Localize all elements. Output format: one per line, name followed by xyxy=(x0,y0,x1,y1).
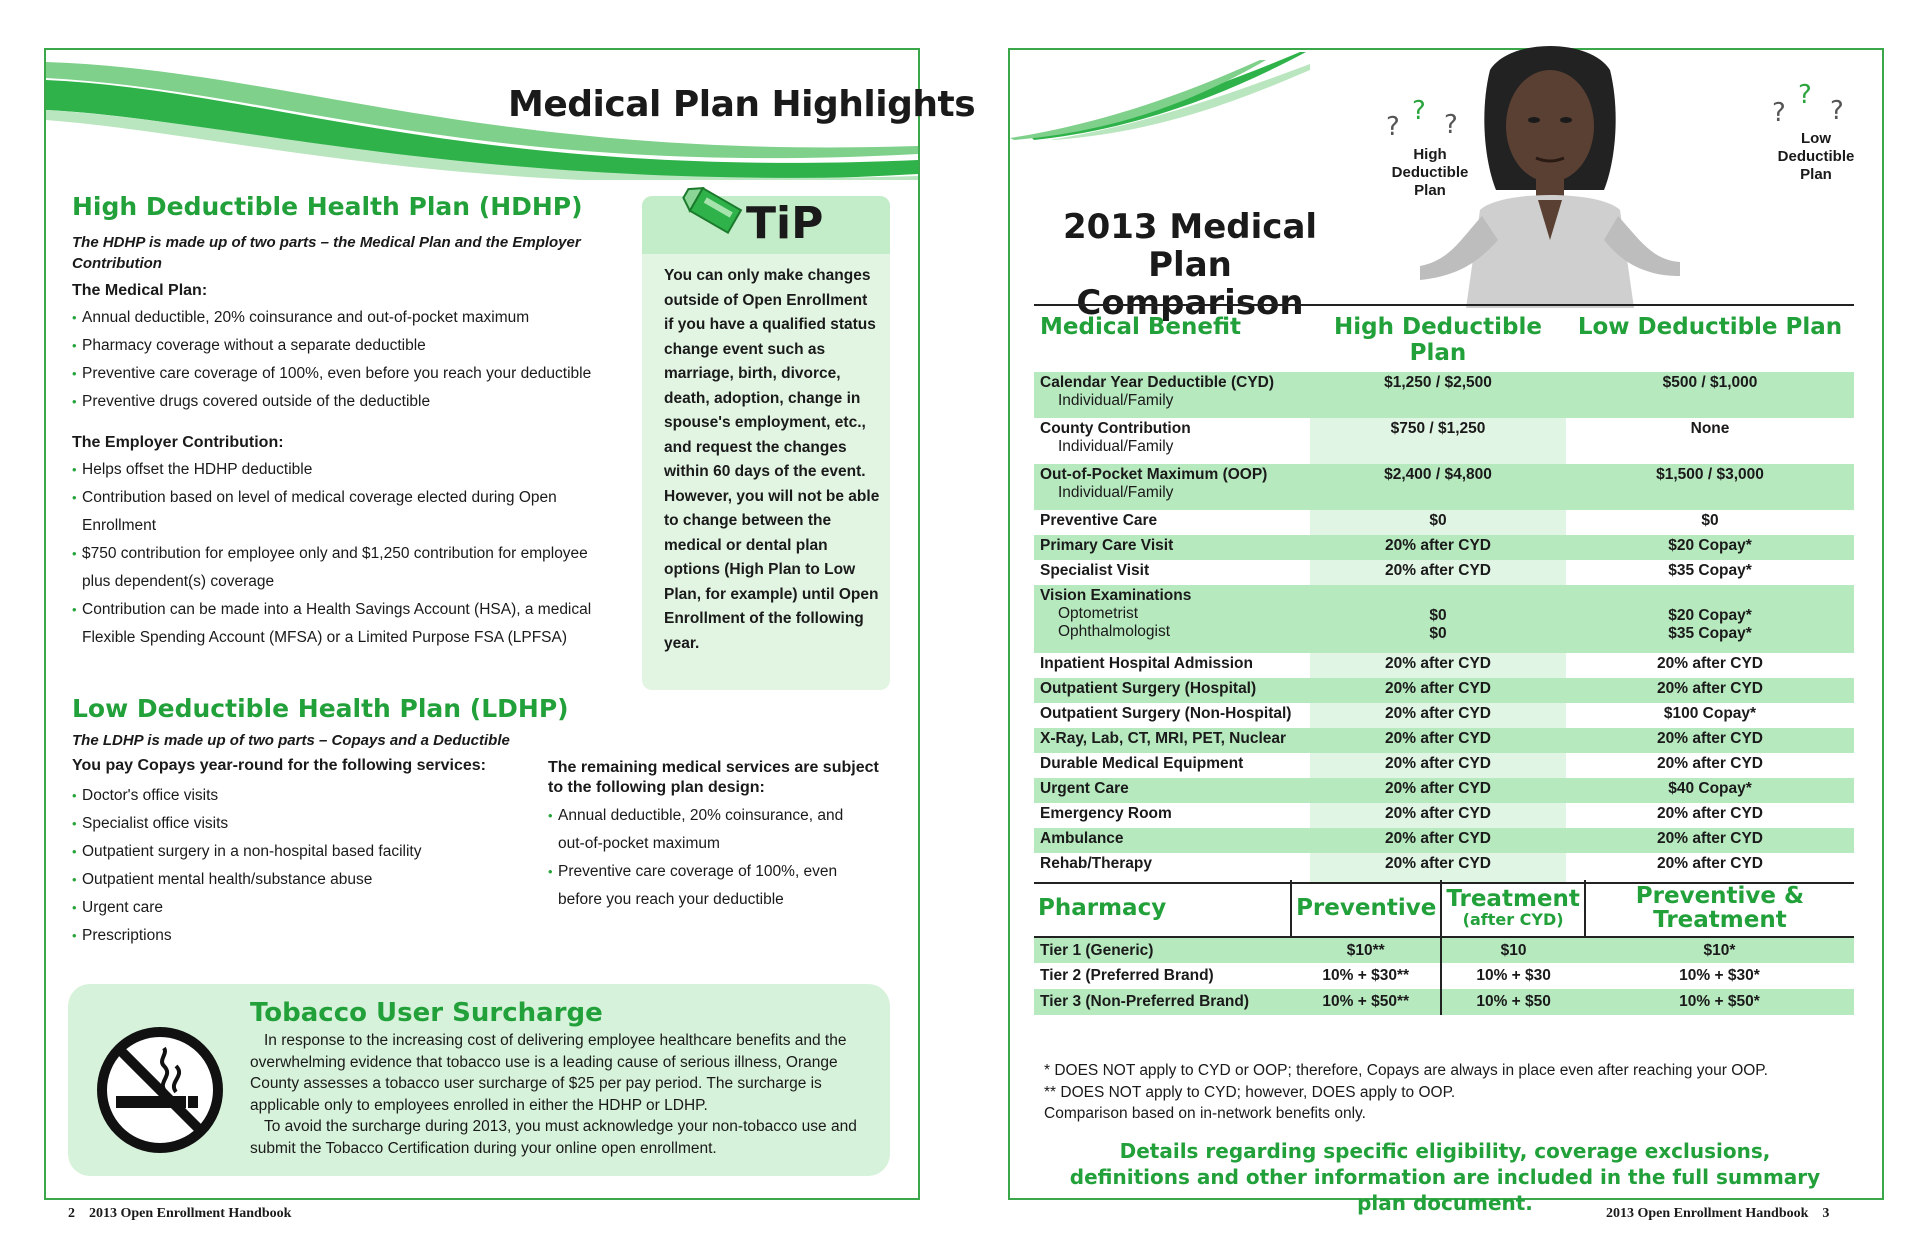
ldhp-heading: Low Deductible Health Plan (LDHP) xyxy=(72,694,569,723)
question-mark: ? xyxy=(1798,80,1812,110)
table-row: Outpatient Surgery (Non-Hospital) 20% after CYD $100 Copay* xyxy=(1034,703,1854,728)
employer-contribution-label: The Employer Contribution: xyxy=(72,434,284,451)
column-header: Low Deductible Plan xyxy=(1566,305,1854,372)
list-item: • Helps offset the HDHP deductible xyxy=(72,456,612,484)
table-row: Out-of-Pocket Maximum (OOP) Individual/Family $2,400 / $4,800 $1,500 / $3,000 xyxy=(1034,464,1854,510)
left-footer xyxy=(68,1206,291,1222)
list-item: • Contribution based on level of medical coverage elected during Open Enrollment xyxy=(72,484,612,540)
table-row: Calendar Year Deductible (CYD) Individual/Family $1,250 / $2,500 $500 / $1,000 xyxy=(1034,372,1854,418)
medical-comparison-table xyxy=(1034,304,1854,884)
footer-title: 2013 Open Enrollment Handbook xyxy=(1606,1206,1809,1221)
list-item: • Annual deductible, 20% coinsurance and out-of-pocket maximum xyxy=(72,304,632,332)
question-mark: ? xyxy=(1772,98,1786,128)
tobacco-paragraph: In response to the increasing cost of delivering employee healthcare benefits and the overwhelming evidence that tobacco use is a leading cause of serious illness, Orange County assesses a tobacco user surcharge of $25 per pay period. The surcharge is applicable only to employees enrolled in either the HDHP or LDHP. xyxy=(250,1032,847,1114)
hdhp-intro: The HDHP is made up of two parts – the Medical Plan and the Employer Contribution xyxy=(72,234,581,272)
employer-contribution-list xyxy=(72,456,612,652)
table-row: Tier 2 (Preferred Brand) 10% + $30** 10% + $30 10% + $30* xyxy=(1034,963,1854,989)
table-row: Primary Care Visit 20% after CYD $20 Copay* xyxy=(1034,535,1854,560)
closing-statement: Details regarding specific eligibility, coverage exclusions, definitions and other information are included in the full summary plan document. xyxy=(1069,1139,1821,1215)
copay-list xyxy=(72,782,512,950)
table-row: Inpatient Hospital Admission 20% after CYD 20% after CYD xyxy=(1034,653,1854,678)
remaining-services-list xyxy=(548,802,868,914)
footnote: Comparison based on in-network benefits only. xyxy=(1044,1105,1366,1122)
low-deductible-label: Low Deductible Plan xyxy=(1777,130,1855,183)
list-item: • Preventive drugs covered outside of the deductible xyxy=(72,388,632,416)
table-row: Tier 1 (Generic) $10** $10 $10* xyxy=(1034,937,1854,963)
list-item: • Preventive care coverage of 100%, even before you reach your deductible xyxy=(72,360,632,388)
table-row: Ambulance 20% after CYD 20% after CYD xyxy=(1034,828,1854,853)
tobacco-paragraph: To avoid the surcharge during 2013, you must acknowledge your non-tobacco use and submit the Tobacco Certification during your online open enrollment. xyxy=(250,1118,857,1157)
table-row: Durable Medical Equipment 20% after CYD 20% after CYD xyxy=(1034,753,1854,778)
right-footer xyxy=(1606,1206,1829,1222)
column-header: Preventive & Treatment xyxy=(1585,880,1854,937)
question-mark: ? xyxy=(1830,96,1844,126)
page-number: 3 xyxy=(1822,1206,1830,1221)
table-row: Urgent Care 20% after CYD $40 Copay* xyxy=(1034,778,1854,803)
table-header-row xyxy=(1034,305,1854,372)
table-row: Tier 3 (Non-Preferred Brand) 10% + $50** 10% + $50 10% + $50* xyxy=(1034,989,1854,1015)
column-header: High Deductible Plan xyxy=(1310,305,1566,372)
tip-title: TiP xyxy=(746,198,824,249)
list-item: • Pharmacy coverage without a separate deductible xyxy=(72,332,632,360)
tobacco-text xyxy=(250,1030,870,1160)
list-item: • Outpatient surgery in a non-hospital based facility xyxy=(72,838,512,866)
hdhp-heading: High Deductible Health Plan (HDHP) xyxy=(72,192,583,221)
page-title: Medical Plan Highlights xyxy=(508,84,976,125)
list-item: • Specialist office visits xyxy=(72,810,512,838)
table-row: Vision Examinations Optometrist Ophthalmologist $0 $0 $20 Copay* $35 Copay* xyxy=(1034,585,1854,653)
question-mark: ? xyxy=(1412,96,1426,126)
list-item: • Doctor's office visits xyxy=(72,782,512,810)
pharmacy-table xyxy=(1034,880,1854,1015)
list-item: • Annual deductible, 20% coinsurance, and out-of-pocket maximum xyxy=(548,802,868,858)
list-item: • Prescriptions xyxy=(72,922,512,950)
table-row: Specialist Visit 20% after CYD $35 Copay* xyxy=(1034,560,1854,585)
copay-label: You pay Copays year-round for the following services: xyxy=(72,757,487,774)
table-row: County Contribution Individual/Family $750 / $1,250 None xyxy=(1034,418,1854,464)
table-row: Rehab/Therapy 20% after CYD 20% after CYD xyxy=(1034,853,1854,883)
list-item: • Urgent care xyxy=(72,894,512,922)
footer-title: 2013 Open Enrollment Handbook xyxy=(89,1206,292,1221)
question-mark: ? xyxy=(1444,110,1458,140)
tobacco-title: Tobacco User Surcharge xyxy=(250,998,603,1028)
table-row: Outpatient Surgery (Hospital) 20% after CYD 20% after CYD xyxy=(1034,678,1854,703)
footnote: ** DOES NOT apply to CYD; however, DOES apply to OOP. xyxy=(1044,1083,1456,1101)
footnote: * DOES NOT apply to CYD or OOP; therefore, Copays are always in place even after reaching your OOP. xyxy=(1044,1062,1768,1079)
ldhp-intro: The LDHP is made up of two parts – Copays and a Deductible xyxy=(72,732,510,749)
highlighter-icon xyxy=(676,182,746,250)
medical-plan-list xyxy=(72,304,632,416)
footnotes xyxy=(1044,1060,1768,1125)
right-swoosh-decoration xyxy=(1010,50,1310,140)
table-header-row xyxy=(1034,880,1854,937)
column-header: Preventive xyxy=(1291,880,1441,937)
table-row: Preventive Care $0 $0 xyxy=(1034,510,1854,535)
column-header: Medical Benefit xyxy=(1034,305,1310,372)
list-item: • Outpatient mental health/substance abuse xyxy=(72,866,512,894)
list-item: • Preventive care coverage of 100%, even before you reach your deductible xyxy=(548,858,868,914)
high-deductible-label: High Deductible Plan xyxy=(1391,146,1469,199)
medical-plan-label: The Medical Plan: xyxy=(72,282,208,299)
tip-text: You can only make changes outside of Open Enrollment if you have a qualified status change event such as marriage, birth, divorce, death, adoption, change in spouse's employment, etc., and request the changes within 60 days of the event. However, you will not be able to change between the medical or dental plan options (High Plan to Low Plan, for example) until Open Enrollment of the following year. xyxy=(664,267,880,652)
table-row: X-Ray, Lab, CT, MRI, PET, Nuclear 20% after CYD 20% after CYD xyxy=(1034,728,1854,753)
column-header: Pharmacy xyxy=(1034,880,1291,937)
column-header: Treatment (after CYD) xyxy=(1441,880,1585,937)
table-row: Emergency Room 20% after CYD 20% after CYD xyxy=(1034,803,1854,828)
comparison-title: 2013 Medical Plan Comparison xyxy=(1062,207,1318,323)
list-item: • Contribution can be made into a Health Savings Account (HSA), a medical Flexible Spending Account (MFSA) or a Limited Purpose FSA (LPFSA) xyxy=(72,596,612,652)
list-item: • $750 contribution for employee only and $1,250 contribution for employee plus dependent(s) coverage xyxy=(72,540,612,596)
page-number: 2 xyxy=(68,1206,75,1221)
no-smoking-icon xyxy=(94,1024,226,1156)
remaining-services-label: The remaining medical services are subject to the following plan design: xyxy=(548,759,879,796)
question-mark: ? xyxy=(1386,112,1400,142)
